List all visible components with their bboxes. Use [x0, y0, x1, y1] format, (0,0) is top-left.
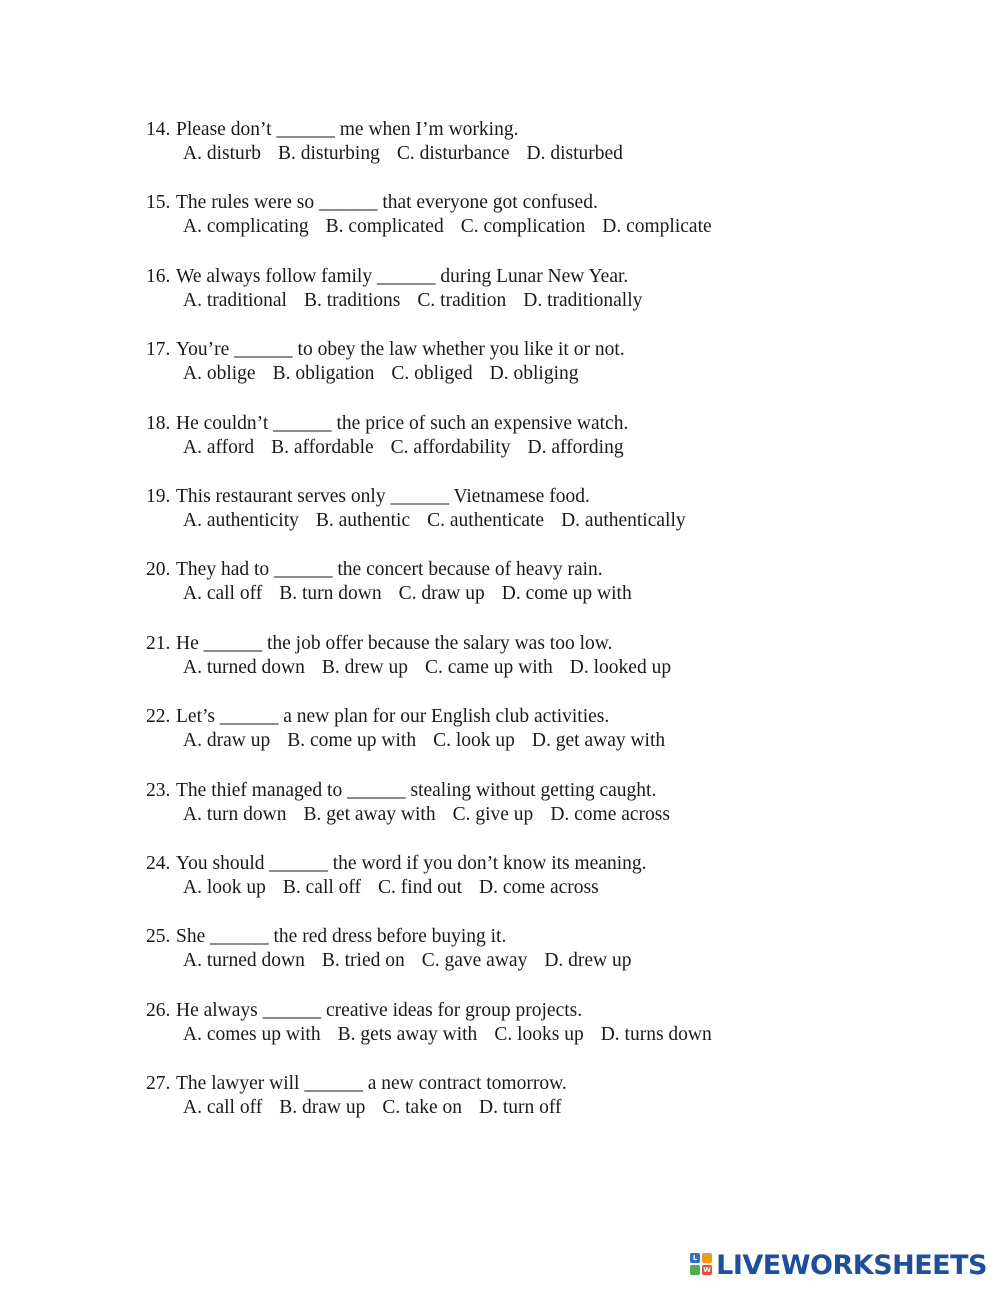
answer-option[interactable]: A. comes up with [183, 1023, 321, 1045]
question-number: 17. [146, 339, 171, 361]
answer-option[interactable]: C. affordability [390, 436, 511, 458]
answer-options [146, 876, 906, 900]
question-item [146, 852, 906, 925]
question-line [146, 925, 906, 949]
answer-option[interactable]: D. traditionally [523, 289, 643, 311]
answer-option[interactable]: D. authentically [561, 509, 686, 531]
question-line [146, 999, 906, 1023]
answer-option[interactable]: A. call off [183, 1097, 263, 1119]
answer-option[interactable]: B. tried on [321, 950, 405, 972]
answer-option[interactable]: B. disturbing [278, 143, 380, 164]
question-text: You’re ______ to obey the law whether you like it or not. [176, 339, 625, 361]
question-number: 26. [146, 999, 171, 1021]
question-number: 19. [146, 485, 171, 507]
answer-option[interactable]: D. disturbed [526, 143, 623, 164]
answer-options [146, 1096, 906, 1120]
answer-options [146, 509, 906, 533]
answer-options [146, 362, 906, 386]
answer-option[interactable]: B. turn down [279, 583, 382, 605]
answer-option[interactable]: B. drew up [321, 656, 408, 678]
answer-option[interactable]: C. take on [382, 1097, 462, 1119]
answer-option[interactable]: C. looks up [494, 1023, 584, 1045]
question-item [146, 1072, 906, 1145]
question-text: You should ______ the word if you don’t know its meaning. [176, 852, 647, 874]
question-text: He always ______ creative ideas for group projects. [176, 999, 583, 1021]
answer-option[interactable]: A. turned down [183, 656, 305, 678]
question-number: 16. [146, 265, 171, 287]
answer-option[interactable]: C. authenticate [427, 509, 545, 531]
question-text: The rules were so ______ that everyone got confused. [176, 192, 598, 214]
question-item [146, 265, 906, 338]
answer-option[interactable]: C. look up [433, 730, 515, 752]
question-line [146, 1072, 906, 1096]
answer-option[interactable]: A. turned down [183, 950, 305, 972]
question-line [146, 118, 906, 142]
question-text: He couldn’t ______ the price of such an expensive watch. [176, 412, 629, 434]
question-line [146, 485, 906, 509]
question-line [146, 265, 906, 289]
answer-option[interactable]: D. complicate [602, 216, 712, 238]
answer-option[interactable]: C. complication [460, 216, 586, 238]
answer-option[interactable]: A. complicating [183, 216, 309, 238]
answer-options [146, 142, 906, 166]
question-text: They had to ______ the concert because of heavy rain. [176, 559, 603, 581]
question-line [146, 191, 906, 215]
answer-option[interactable]: B. traditions [303, 289, 401, 311]
answer-options [146, 949, 906, 973]
question-text: The thief managed to ______ stealing without getting caught. [176, 779, 657, 801]
answer-option[interactable]: B. complicated [325, 216, 444, 238]
answer-option[interactable]: A. oblige [183, 363, 256, 385]
logo-mark-cell [702, 1253, 712, 1263]
answer-option[interactable]: B. affordable [271, 436, 374, 458]
question-text: Let’s ______ a new plan for our English club activities. [176, 706, 610, 728]
answer-option[interactable]: B. draw up [279, 1097, 366, 1119]
answer-option[interactable]: D. get away with [531, 730, 666, 752]
question-item [146, 558, 906, 631]
question-line [146, 779, 906, 803]
answer-option[interactable]: C. disturbance [396, 143, 510, 164]
question-line [146, 558, 906, 582]
answer-option[interactable]: D. turn off [478, 1097, 562, 1119]
answer-options [146, 656, 906, 680]
question-text: We always follow family ______ during Lunar New Year. [176, 265, 629, 287]
question-text: She ______ the red dress before buying it. [176, 926, 507, 948]
answer-option[interactable]: C. find out [378, 876, 463, 898]
answer-option[interactable]: A. authenticity [183, 509, 299, 531]
question-number: 18. [146, 412, 171, 434]
question-item [146, 118, 906, 191]
question-item [146, 485, 906, 558]
question-number: 15. [146, 192, 171, 214]
answer-option[interactable]: C. came up with [424, 656, 553, 678]
liveworksheets-logo [690, 1250, 987, 1280]
answer-options [146, 1023, 906, 1047]
answer-option[interactable]: C. obliged [391, 363, 473, 385]
question-text: This restaurant serves only ______ Vietnamese food. [176, 485, 590, 507]
answer-option[interactable]: B. come up with [287, 730, 417, 752]
logo-mark-cell: W [703, 1266, 712, 1274]
answer-option[interactable]: D. looked up [569, 656, 672, 678]
question-line [146, 338, 906, 362]
answer-options [146, 803, 906, 827]
logo-text: LIVEWORKSHEETS [716, 1249, 987, 1281]
answer-option[interactable]: A. disturb [183, 143, 261, 164]
answer-option[interactable]: B. gets away with [337, 1023, 478, 1045]
answer-option[interactable]: C. tradition [417, 289, 507, 311]
question-number: 24. [146, 852, 171, 874]
question-number: 14. [146, 119, 171, 140]
answer-option[interactable]: B. call off [282, 876, 362, 898]
question-number: 25. [146, 926, 171, 948]
answer-option[interactable]: B. obligation [272, 363, 375, 385]
question-item [146, 779, 906, 852]
question-number: 22. [146, 706, 171, 728]
answer-option[interactable]: A. call off [183, 583, 263, 605]
question-text: Please don’t ______ me when I’m working. [176, 119, 519, 140]
question-item [146, 632, 906, 705]
question-number: 23. [146, 779, 171, 801]
answer-option[interactable]: D. come up with [501, 583, 632, 605]
question-list [146, 118, 906, 1145]
question-item [146, 412, 906, 485]
answer-option[interactable]: C. give up [452, 803, 534, 825]
answer-option[interactable]: B. authentic [315, 509, 411, 531]
answer-option[interactable]: C. draw up [398, 583, 485, 605]
answer-options [146, 436, 906, 460]
answer-options [146, 729, 906, 753]
question-item [146, 925, 906, 998]
answer-option[interactable]: D. come across [550, 803, 670, 825]
answer-option[interactable]: D. come across [479, 876, 599, 898]
question-line [146, 705, 906, 729]
answer-option[interactable]: C. gave away [421, 950, 528, 972]
answer-option[interactable]: B. get away with [303, 803, 436, 825]
question-line [146, 852, 906, 876]
answer-options [146, 215, 906, 239]
question-item [146, 191, 906, 264]
answer-option[interactable]: A. look up [183, 876, 266, 898]
answer-option[interactable]: D. affording [527, 436, 624, 458]
question-number: 21. [146, 632, 171, 654]
question-line [146, 632, 906, 656]
question-number: 27. [146, 1073, 171, 1095]
question-text: The lawyer will ______ a new contract tomorrow. [176, 1073, 567, 1095]
answer-option[interactable]: D. drew up [544, 950, 632, 972]
answer-option[interactable]: D. obliging [489, 363, 579, 385]
question-text: He ______ the job offer because the salary was too low. [176, 632, 613, 654]
logo-mark-cell: L [690, 1253, 700, 1263]
question-item [146, 338, 906, 411]
answer-options [146, 289, 906, 313]
question-item [146, 705, 906, 778]
question-line [146, 412, 906, 436]
answer-option[interactable]: A. draw up [183, 730, 271, 752]
question-number: 20. [146, 559, 171, 581]
liveworksheets-logo-icon [690, 1253, 712, 1277]
answer-option[interactable]: A. afford [183, 436, 255, 458]
question-item [146, 999, 906, 1072]
answer-options [146, 582, 906, 606]
answer-option[interactable]: A. traditional [183, 289, 287, 311]
answer-option[interactable]: D. turns down [600, 1023, 712, 1045]
answer-option[interactable]: A. turn down [183, 803, 287, 825]
logo-mark-cell [690, 1265, 700, 1275]
